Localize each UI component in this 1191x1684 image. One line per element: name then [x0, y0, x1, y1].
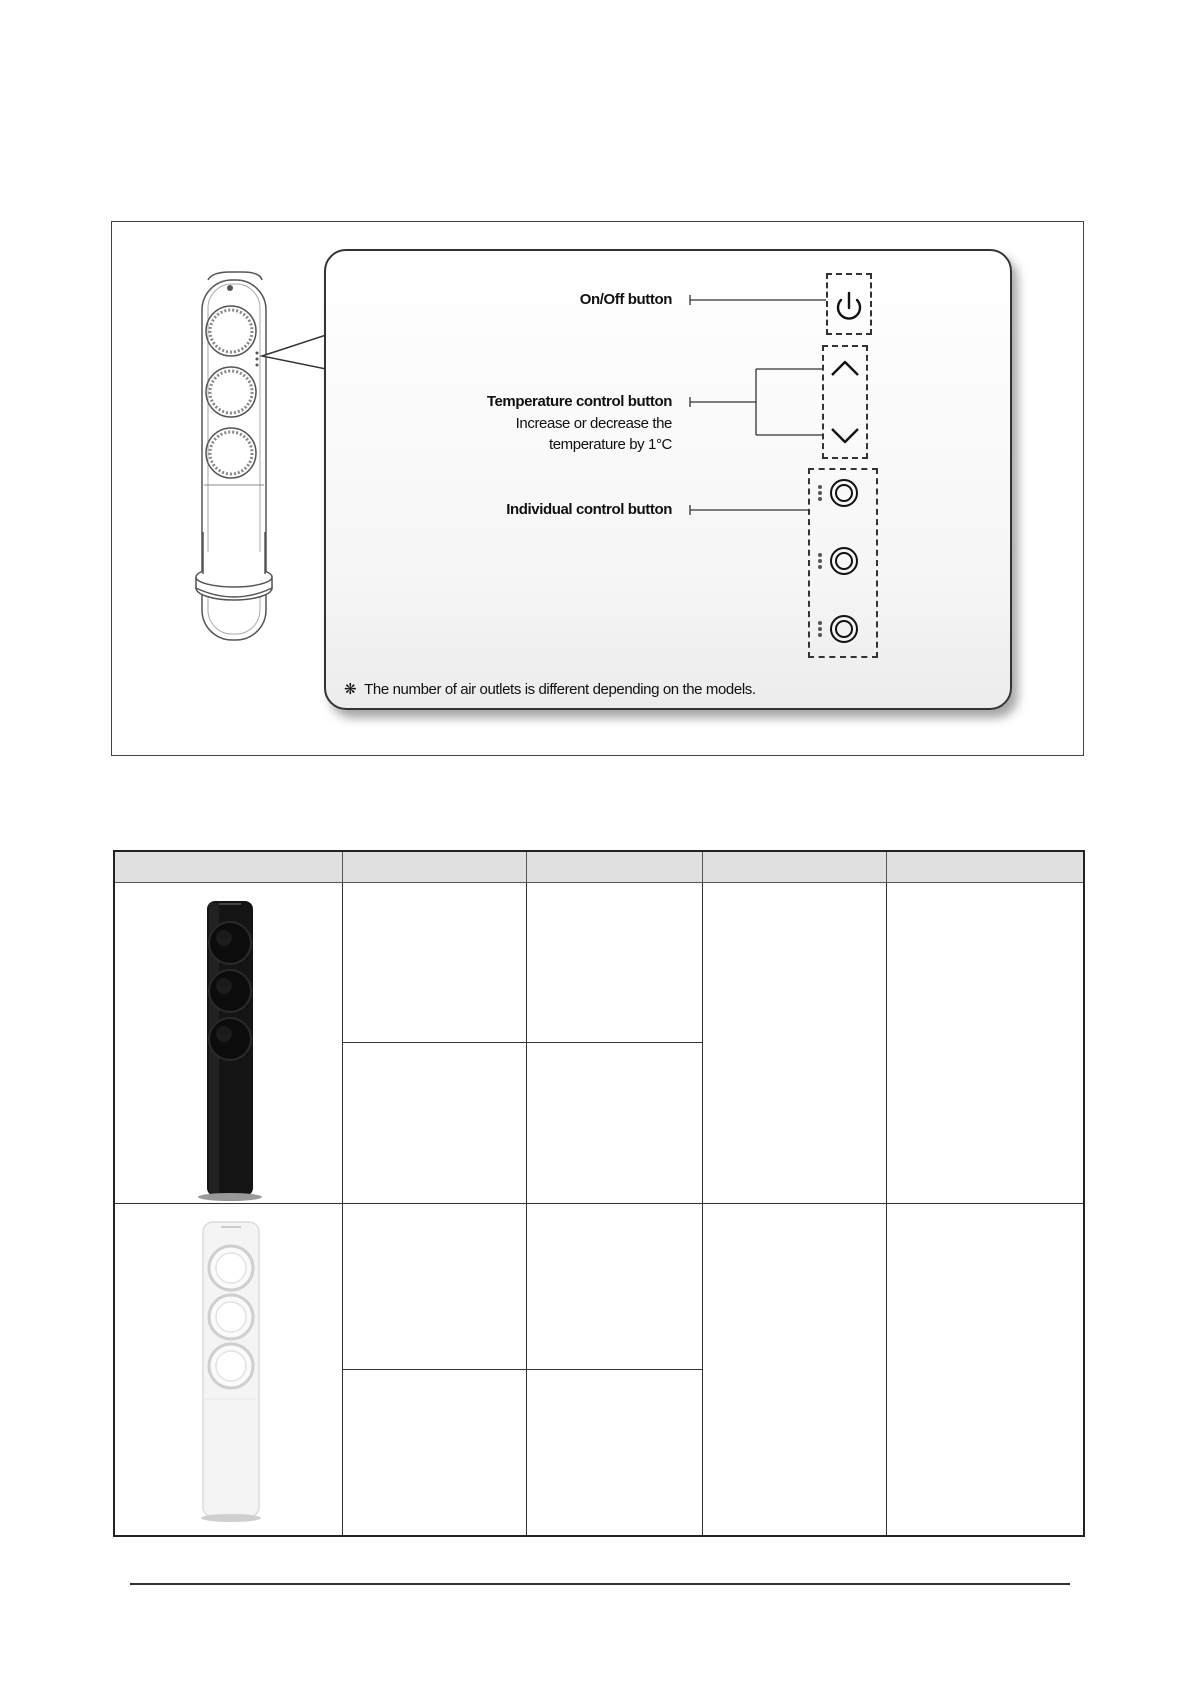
note-text: The number of air outlets is different depending on the models. — [364, 681, 756, 698]
table-row — [115, 883, 1084, 1043]
individual-button-label: Individual control button — [506, 501, 672, 518]
table-cell — [343, 883, 527, 1043]
footer-divider — [130, 1583, 1070, 1585]
table-cell — [527, 1369, 703, 1535]
temperature-button-group — [822, 345, 868, 459]
table-cell — [527, 1043, 703, 1203]
table-cell — [527, 1203, 703, 1369]
temperature-up-button[interactable] — [824, 347, 866, 397]
table-header-cell — [703, 852, 887, 883]
models-note — [344, 680, 756, 698]
black-unit-image — [115, 883, 343, 1201]
note-mark: ❋ — [344, 681, 357, 698]
table-header-cell — [527, 852, 703, 883]
table-cell — [343, 1369, 527, 1535]
table-header-cell — [115, 852, 343, 883]
table-header-cell — [887, 852, 1084, 883]
temperature-button-label: Temperature control button — [486, 393, 672, 410]
individual-button-group — [808, 468, 878, 658]
power-button-label: On/Off button — [579, 291, 672, 308]
table-cell — [343, 1043, 527, 1203]
table-cell — [887, 1203, 1084, 1535]
callout-panel — [324, 249, 1012, 710]
temperature-desc-line1: Increase or decrease the — [515, 415, 672, 432]
table-header-cell — [343, 852, 527, 883]
table-row — [115, 1203, 1084, 1369]
product-spec-table — [114, 851, 1084, 1536]
product-image-cell — [115, 1203, 343, 1535]
power-button[interactable] — [826, 273, 872, 335]
table-header-row — [115, 852, 1084, 883]
table-cell — [703, 883, 887, 1204]
control-panel-figure — [111, 221, 1084, 756]
power-icon — [828, 275, 870, 333]
individual-button-1[interactable] — [810, 470, 876, 518]
individual-button-3[interactable] — [810, 606, 876, 654]
temperature-desc-line2: temperature by 1°C — [548, 436, 672, 453]
individual-button-2[interactable] — [810, 538, 876, 586]
leader-lines — [326, 251, 1014, 712]
temperature-down-button[interactable] — [824, 407, 866, 457]
product-image-cell — [115, 883, 343, 1204]
table-cell — [887, 883, 1084, 1204]
table-cell — [527, 883, 703, 1043]
table-cell — [703, 1203, 887, 1535]
table-cell — [343, 1203, 527, 1369]
white-unit-image — [115, 1204, 343, 1534]
